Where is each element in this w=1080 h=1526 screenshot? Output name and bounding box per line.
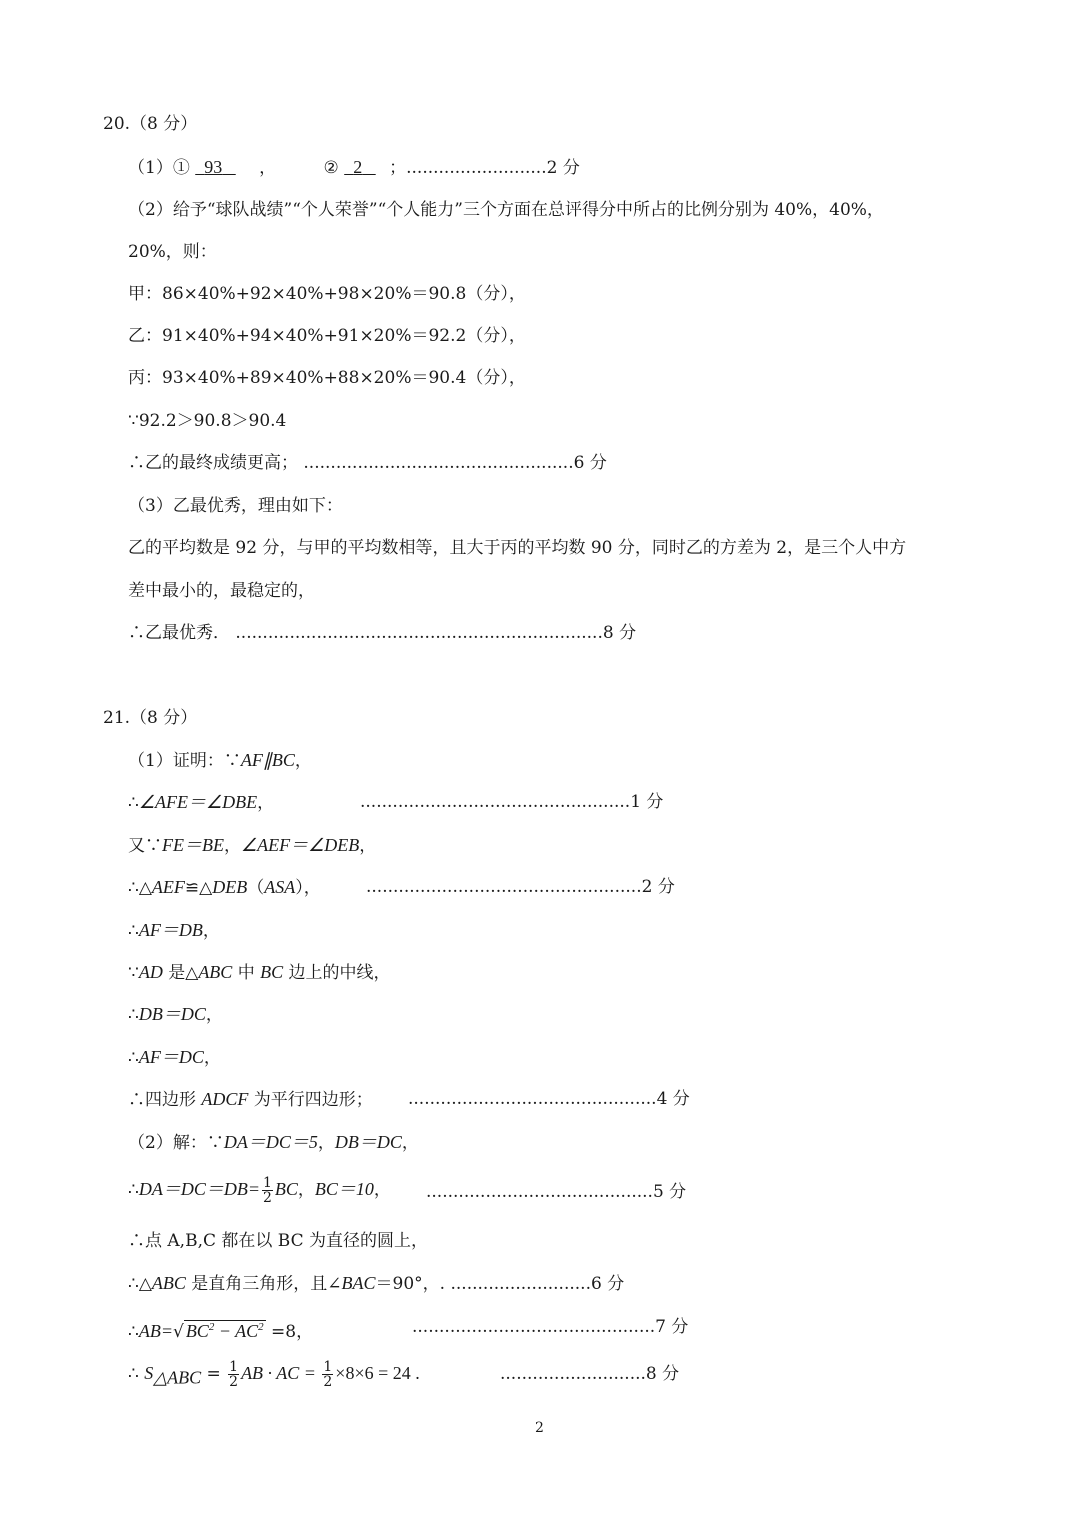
q20-conclusion-2: ∴乙的最终成绩更高； ..................................................6 分 <box>128 453 607 473</box>
comma: ， <box>223 836 241 856</box>
comma: ， <box>205 1005 223 1025</box>
q20-calc-bing: 丙：93×40%+89×40%+88×20%＝90.4（分）， <box>128 368 526 388</box>
math-asa: ASA <box>264 877 296 897</box>
math-angle-aef-deb: ∠AEF＝∠DEB <box>240 835 360 855</box>
answer-1-value: 93 <box>204 157 223 177</box>
comma: ， <box>401 1133 419 1153</box>
denominator: 2 <box>262 1190 272 1206</box>
q20-part3-intro: （3）乙最优秀，理由如下： <box>128 496 343 516</box>
q20-part3-reason-1: 乙的平均数是 92 分，与甲的平均数相等，且大于丙的平均数 90 分，同时乙的方差为 2，是三个人中方 <box>128 538 907 558</box>
math-adcf: ADCF <box>201 1089 249 1109</box>
math-abc: ABC <box>198 962 233 982</box>
q21-r13 <box>128 1271 624 1296</box>
score-1: ；..........................2 分 <box>389 158 580 178</box>
score-4: ..............................................4 分 <box>408 1089 690 1109</box>
q20-part1 <box>128 155 580 180</box>
paren-open: （ <box>247 878 265 898</box>
q21-r12: ∴点 A,B,C 都在以 BC 为直径的圆上， <box>128 1231 429 1251</box>
q20-part2-ratio: 20%，则： <box>128 242 217 262</box>
numerator: 1 <box>323 1359 333 1375</box>
subscript-abc: △ABC <box>153 1367 202 1388</box>
comma: ， <box>317 1133 335 1153</box>
text: 边上的中线， <box>283 963 391 983</box>
math-af-parallel-bc: AF∥BC <box>240 750 295 770</box>
equals: = <box>201 1364 227 1384</box>
comma: ， <box>297 1180 315 1200</box>
math-da-dc-5: DA＝DC＝5 <box>223 1132 318 1152</box>
q20-compare: ∵92.2＞90.8＞90.4 <box>128 411 287 431</box>
math-af-dc: AF＝DC <box>138 1047 204 1067</box>
comma: ， <box>257 793 275 813</box>
q21-r3 <box>128 833 376 858</box>
score-2: ...................................................2 分 <box>366 877 675 897</box>
math-angle-eq: ∠AFE＝∠DBE <box>138 792 258 812</box>
math-db-dc: DB＝DC <box>334 1132 402 1152</box>
math-bc: BC <box>185 1321 209 1341</box>
because: 又∵ <box>128 836 162 856</box>
text: 是直角三角形，且∠ <box>185 1274 342 1294</box>
q20-calc-jia: 甲：86×40%+92×40%+98×20%＝90.8（分）， <box>128 284 526 304</box>
circle-2: ② <box>323 158 345 178</box>
therefore: ∴ <box>128 921 139 941</box>
math-ad: AD <box>138 962 163 982</box>
text: 是△ <box>162 963 199 983</box>
math-deb: DEB <box>212 877 248 897</box>
math-db-dc: DB＝DC <box>138 1004 206 1024</box>
q21-r11 <box>128 1175 687 1206</box>
solution-label: （2）解：∵ <box>128 1133 224 1153</box>
q21-r1 <box>128 748 312 773</box>
therefore: ∴ <box>128 1180 139 1200</box>
text: 中 <box>232 963 261 983</box>
q21-r9 <box>128 1087 690 1112</box>
q21-r14 <box>128 1315 689 1344</box>
math-s: S <box>144 1363 154 1383</box>
therefore: ∴ <box>128 1364 145 1384</box>
comma: ， <box>373 1180 391 1200</box>
comma: ， <box>294 751 312 771</box>
denominator: 2 <box>229 1374 239 1390</box>
therefore: ∴ <box>128 1322 139 1342</box>
q20-conclusion-3: ∴乙最优秀． ....................................................................8 分 <box>128 623 637 643</box>
math-minus-ac: − AC <box>214 1321 259 1341</box>
exponent: 2 <box>258 1321 264 1333</box>
math-abc: ABC <box>151 1273 186 1293</box>
page-number: 2 <box>535 1420 544 1436</box>
q21-r7 <box>128 1002 223 1027</box>
comma: ， <box>359 836 377 856</box>
q21-header: 21.（8 分） <box>103 708 198 728</box>
text: 为平行四边形； <box>248 1090 373 1110</box>
therefore-triangle: ∴△ <box>128 878 152 898</box>
q21-r6 <box>128 960 391 985</box>
q21-r5 <box>128 918 220 943</box>
exponent: 2 <box>208 1321 215 1333</box>
therefore: ∴ <box>128 1005 139 1025</box>
math-ab: AB= <box>138 1321 173 1341</box>
answer-2 <box>344 157 376 177</box>
math-ab-ac: AB · AC = <box>241 1363 321 1383</box>
q21-r15 <box>128 1359 680 1390</box>
q20-part2-intro: （2）给予“球队战绩”“个人荣誉”“个人能力”三个方面在总评得分中所占的比例分别为 40%，40%， <box>128 200 884 220</box>
score-7: .............................................7 分 <box>412 1317 689 1337</box>
math-da-dc-db: DA＝DC＝DB= <box>138 1179 260 1199</box>
math-bc: BC <box>274 1179 298 1199</box>
comma: ， <box>202 921 220 941</box>
text: ∴四边形 <box>128 1090 202 1110</box>
score-6: ＝90°，. ..........................6 分 <box>375 1274 625 1294</box>
math-af-db: AF＝DB <box>138 920 203 940</box>
therefore-triangle: ∴△ <box>128 1274 152 1294</box>
q21-r4 <box>128 875 675 900</box>
proof-label: （1）证明：∵ <box>128 751 241 771</box>
therefore: ∴ <box>128 793 139 813</box>
part1-label: （1） <box>128 158 173 178</box>
answer-1 <box>195 157 236 177</box>
math-bc: BC <box>260 962 284 982</box>
numerator: 1 <box>262 1175 272 1191</box>
congruent: ≌△ <box>184 878 213 898</box>
answer-2-value: 2 <box>353 157 363 177</box>
numerator: 1 <box>229 1359 239 1375</box>
score-5: ..........................................5 分 <box>426 1182 687 1202</box>
score-8: ...........................8 分 <box>500 1364 680 1384</box>
paren-close: ）， <box>295 878 321 898</box>
q20-part3-reason-2: 差中最小的，最稳定的， <box>128 581 315 601</box>
result-24: ×8×6 = 24 . <box>335 1363 420 1383</box>
sqrt-sign: √ <box>172 1322 184 1342</box>
fraction-half-2 <box>322 1360 333 1389</box>
math-fe-be: FE＝BE <box>162 835 224 855</box>
q21-r10 <box>128 1130 419 1155</box>
circle-1: ① <box>172 158 196 178</box>
q21-r2 <box>128 790 664 815</box>
math-bac: BAC <box>341 1273 376 1293</box>
comma: ， <box>259 158 277 178</box>
comma: ， <box>203 1048 221 1068</box>
fraction-half <box>262 1176 273 1205</box>
q20-calc-yi: 乙：91×40%+94×40%+91×20%＝92.2（分）， <box>128 326 526 346</box>
denominator: 2 <box>323 1374 333 1390</box>
therefore: ∴ <box>128 1048 139 1068</box>
math-aef: AEF <box>151 877 185 897</box>
math-bc-10: BC＝10 <box>314 1179 374 1199</box>
sqrt-radicand <box>184 1320 266 1341</box>
because: ∵ <box>128 963 139 983</box>
q20-header: 20.（8 分） <box>103 114 198 134</box>
result-8: =8， <box>265 1322 314 1342</box>
fraction-half-1 <box>228 1360 239 1389</box>
q21-r8 <box>128 1045 221 1070</box>
score-1: ..................................................1 分 <box>360 792 664 812</box>
